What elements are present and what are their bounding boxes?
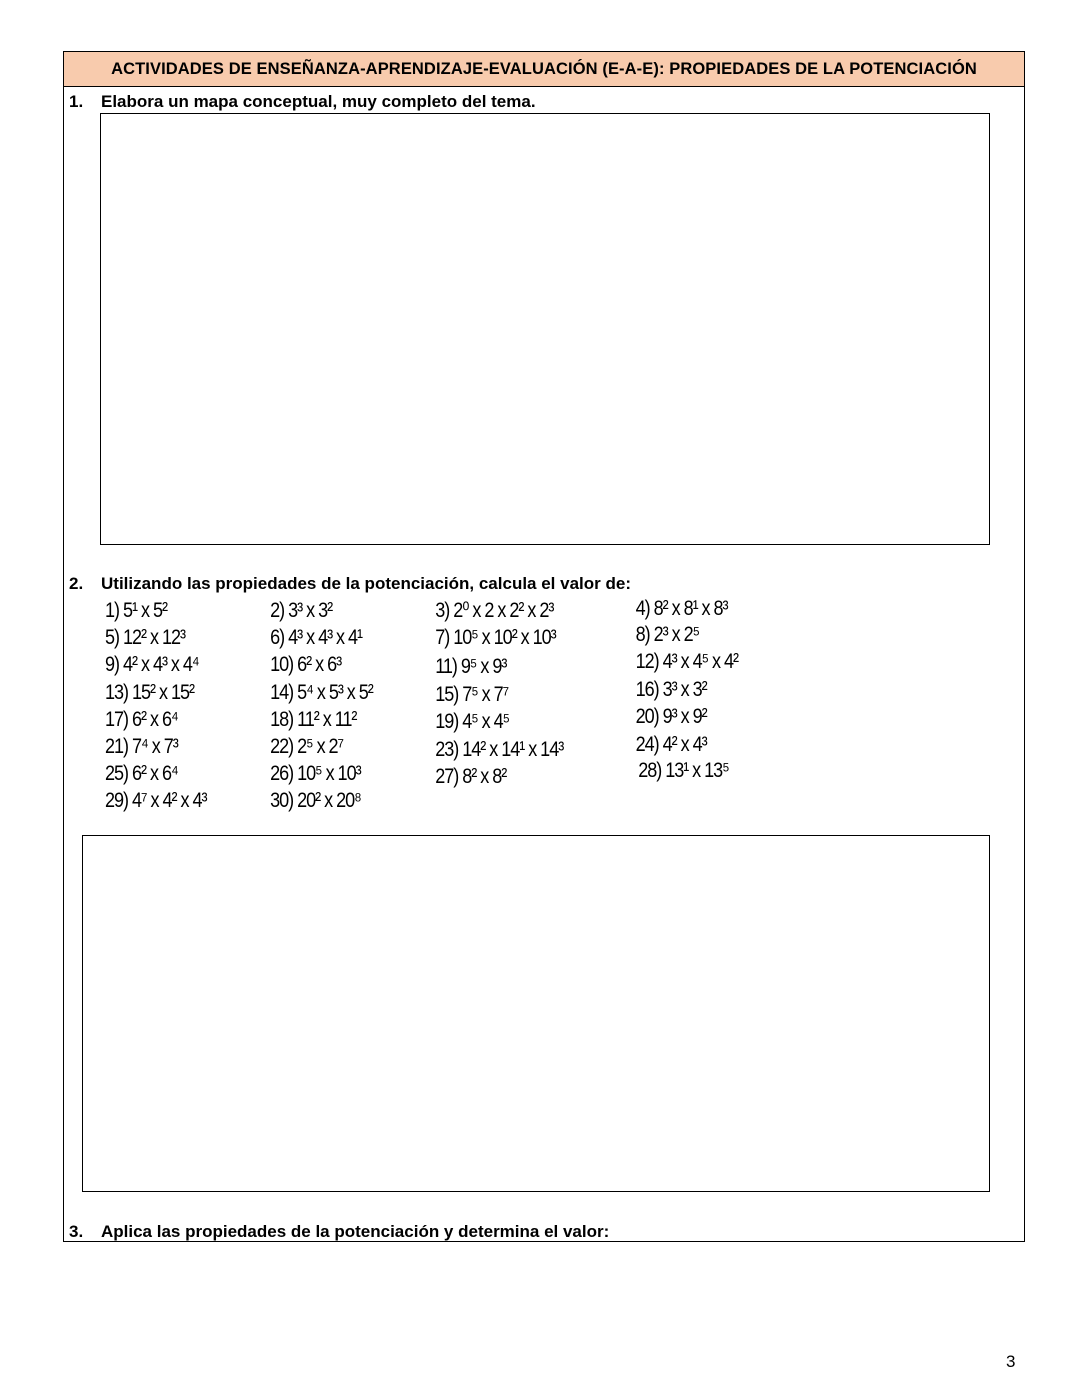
exercise-item: 17) 6² x 6⁴: [105, 708, 178, 731]
concept-map-answer-box[interactable]: [100, 113, 990, 545]
question-1-text: Elabora un mapa conceptual, muy completo del tema.: [101, 92, 536, 111]
exercise-item: 29) 4⁷ x 4² x 4³: [105, 789, 207, 812]
activity-header-title: ACTIVIDADES DE ENSEÑANZA-APRENDIZAJE-EVALUACIÓN (E-A-E): PROPIEDADES DE LA POTENCIACIÓN: [111, 59, 977, 78]
exercise-item: 11) 9⁵ x 9³: [435, 655, 507, 678]
exercise-item: 25) 6² x 6⁴: [105, 762, 178, 785]
exercise-item: 1) 5¹ x 5²: [105, 599, 167, 622]
page-number: 3: [1006, 1352, 1016, 1371]
exercise-item: 3) 2⁰ x 2 x 2² x 2³: [435, 599, 554, 622]
calculation-answer-box[interactable]: [82, 835, 990, 1192]
exercise-item: 9) 4² x 4³ x 4⁴: [105, 653, 199, 676]
exercise-item: 18) 11² x 11²: [270, 708, 357, 731]
exercise-item: 27) 8² x 8²: [435, 765, 507, 788]
exercise-item: 28) 13¹ x 13⁵: [638, 759, 729, 782]
exercise-item: 19) 4⁵ x 4⁵: [435, 710, 510, 733]
exercise-item: 13) 15² x 15²: [105, 681, 194, 704]
exercise-item: 6) 4³ x 4³ x 4¹: [270, 626, 363, 649]
exercise-item: 10) 6² x 6³: [270, 653, 342, 676]
exercise-item: 26) 10⁵ x 10³: [270, 762, 361, 785]
exercise-item: 5) 12² x 12³: [105, 626, 185, 649]
question-2-text: Utilizando las propiedades de la potenciación, calcula el valor de:: [101, 574, 631, 593]
exercise-item: 15) 7⁵ x 7⁷: [435, 683, 509, 706]
exercise-item: 22) 2⁵ x 2⁷: [270, 735, 344, 758]
exercise-item: 12) 4³ x 4⁵ x 4²: [635, 650, 739, 673]
exercise-item: 30) 20² x 20⁸: [270, 789, 361, 812]
question-1-number: 1.: [69, 92, 84, 111]
activity-header: [64, 52, 1024, 87]
exercise-item: 2) 3³ x 3²: [270, 599, 333, 622]
exercise-item: 16) 3³ x 3²: [635, 678, 707, 701]
exercise-item: 20) 9³ x 9²: [635, 705, 707, 728]
exercise-item: 21) 7⁴ x 7³: [105, 735, 178, 758]
exercise-item: 23) 14² x 14¹ x 14³: [435, 738, 564, 761]
question-2-number: 2.: [69, 574, 84, 593]
exercise-item: 14) 5⁴ x 5³ x 5²: [270, 681, 373, 704]
exercise-item: 4) 8² x 8¹ x 8³: [635, 597, 728, 620]
question-3-text: Aplica las propiedades de la potenciación y determina el valor:: [101, 1222, 610, 1241]
question-3-number: 3.: [69, 1222, 84, 1241]
exercise-item: 24) 4² x 4³: [635, 733, 707, 756]
exercise-item: 7) 10⁵ x 10² x 10³: [435, 626, 556, 649]
exercise-item: 8) 2³ x 2⁵: [635, 623, 700, 646]
